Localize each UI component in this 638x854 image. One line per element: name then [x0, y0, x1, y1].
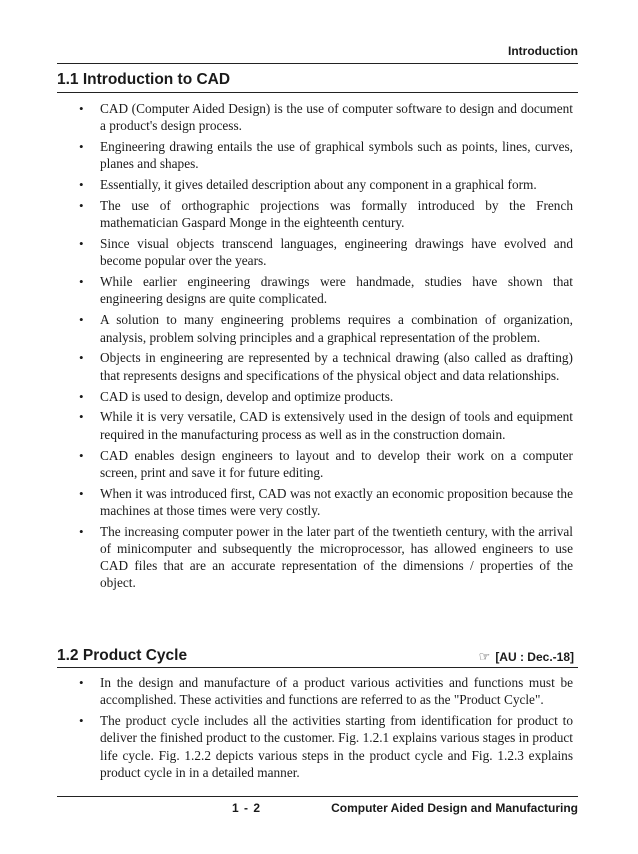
list-item: • Objects in engineering are represented by a technical drawing (also called as drafting) that represents designs and specifications of the physical object and data relationships. [57, 349, 578, 383]
list-item: • Since visual objects transcend languages, engineering drawings have evolved and become popular over the years. [57, 235, 578, 269]
section-rule [57, 92, 578, 93]
intro-bullet-list [57, 100, 578, 595]
section-rule [57, 667, 578, 668]
exam-reference-label: [AU : Dec.-18] [495, 650, 574, 664]
exam-reference-tag [479, 649, 574, 665]
pointing-hand-icon: ☞ [478, 649, 491, 664]
section-heading-product-cycle: 1.2 Product Cycle [57, 647, 188, 664]
list-item: • The use of orthographic projections was formally introduced by the French mathematician Gaspard Monge in the eighteenth century. [57, 197, 578, 231]
footer-rule [57, 796, 578, 797]
header-rule [57, 63, 578, 64]
book-title: Computer Aided Design and Manufacturing [331, 801, 578, 815]
page-number: 1 - 2 [232, 801, 261, 815]
list-item: • CAD is used to design, develop and optimize products. [57, 388, 578, 405]
list-item: • CAD enables design engineers to layout and to develop their work on a computer screen, print and save it for future editing. [57, 447, 578, 481]
list-item: • The increasing computer power in the later part of the twentieth century, with the arrival of minicomputer and subsequently the microprocessor, has allowed engineers to use CAD files that are an accurate representation of the dimensions / properties of the object. [57, 523, 578, 592]
list-item: • While it is very versatile, CAD is extensively used in the design of tools and equipment required in the manufacturing process as well as in the construction domain. [57, 408, 578, 442]
list-item: • While earlier engineering drawings were handmade, studies have shown that engineering designs are quite complicated. [57, 273, 578, 307]
list-item: • The product cycle includes all the activities starting from identification for product to deliver the finished product to the customer. Fig. 1.2.1 explains various stages in product life cycle. Fig. 1.2.2 depicts various steps in the product cycle and Fig. 1.2.3 explains product cycle in in a detailed manner. [57, 712, 578, 781]
list-item: • CAD (Computer Aided Design) is the use of computer software to design and document a product's design process. [57, 100, 578, 134]
list-item: • In the design and manufacture of a product various activities and functions must be accomplished. These activities and functions are referred to as the "Product Cycle". [57, 674, 578, 708]
list-item: • Engineering drawing entails the use of graphical symbols such as points, lines, curves, planes and shapes. [57, 138, 578, 172]
list-item: • When it was introduced first, CAD was not exactly an economic proposition because the machines at those times were very costly. [57, 485, 578, 519]
section-heading-intro-cad: 1.1 Introduction to CAD [57, 71, 231, 88]
product-cycle-bullet-list [57, 674, 578, 785]
list-item: • A solution to many engineering problems requires a combination of organization, analysis, problem solving principles and a graphical representation of the problem. [57, 311, 578, 345]
list-item: • Essentially, it gives detailed description about any component in a graphical form. [57, 176, 578, 193]
running-header: Introduction [508, 44, 578, 58]
